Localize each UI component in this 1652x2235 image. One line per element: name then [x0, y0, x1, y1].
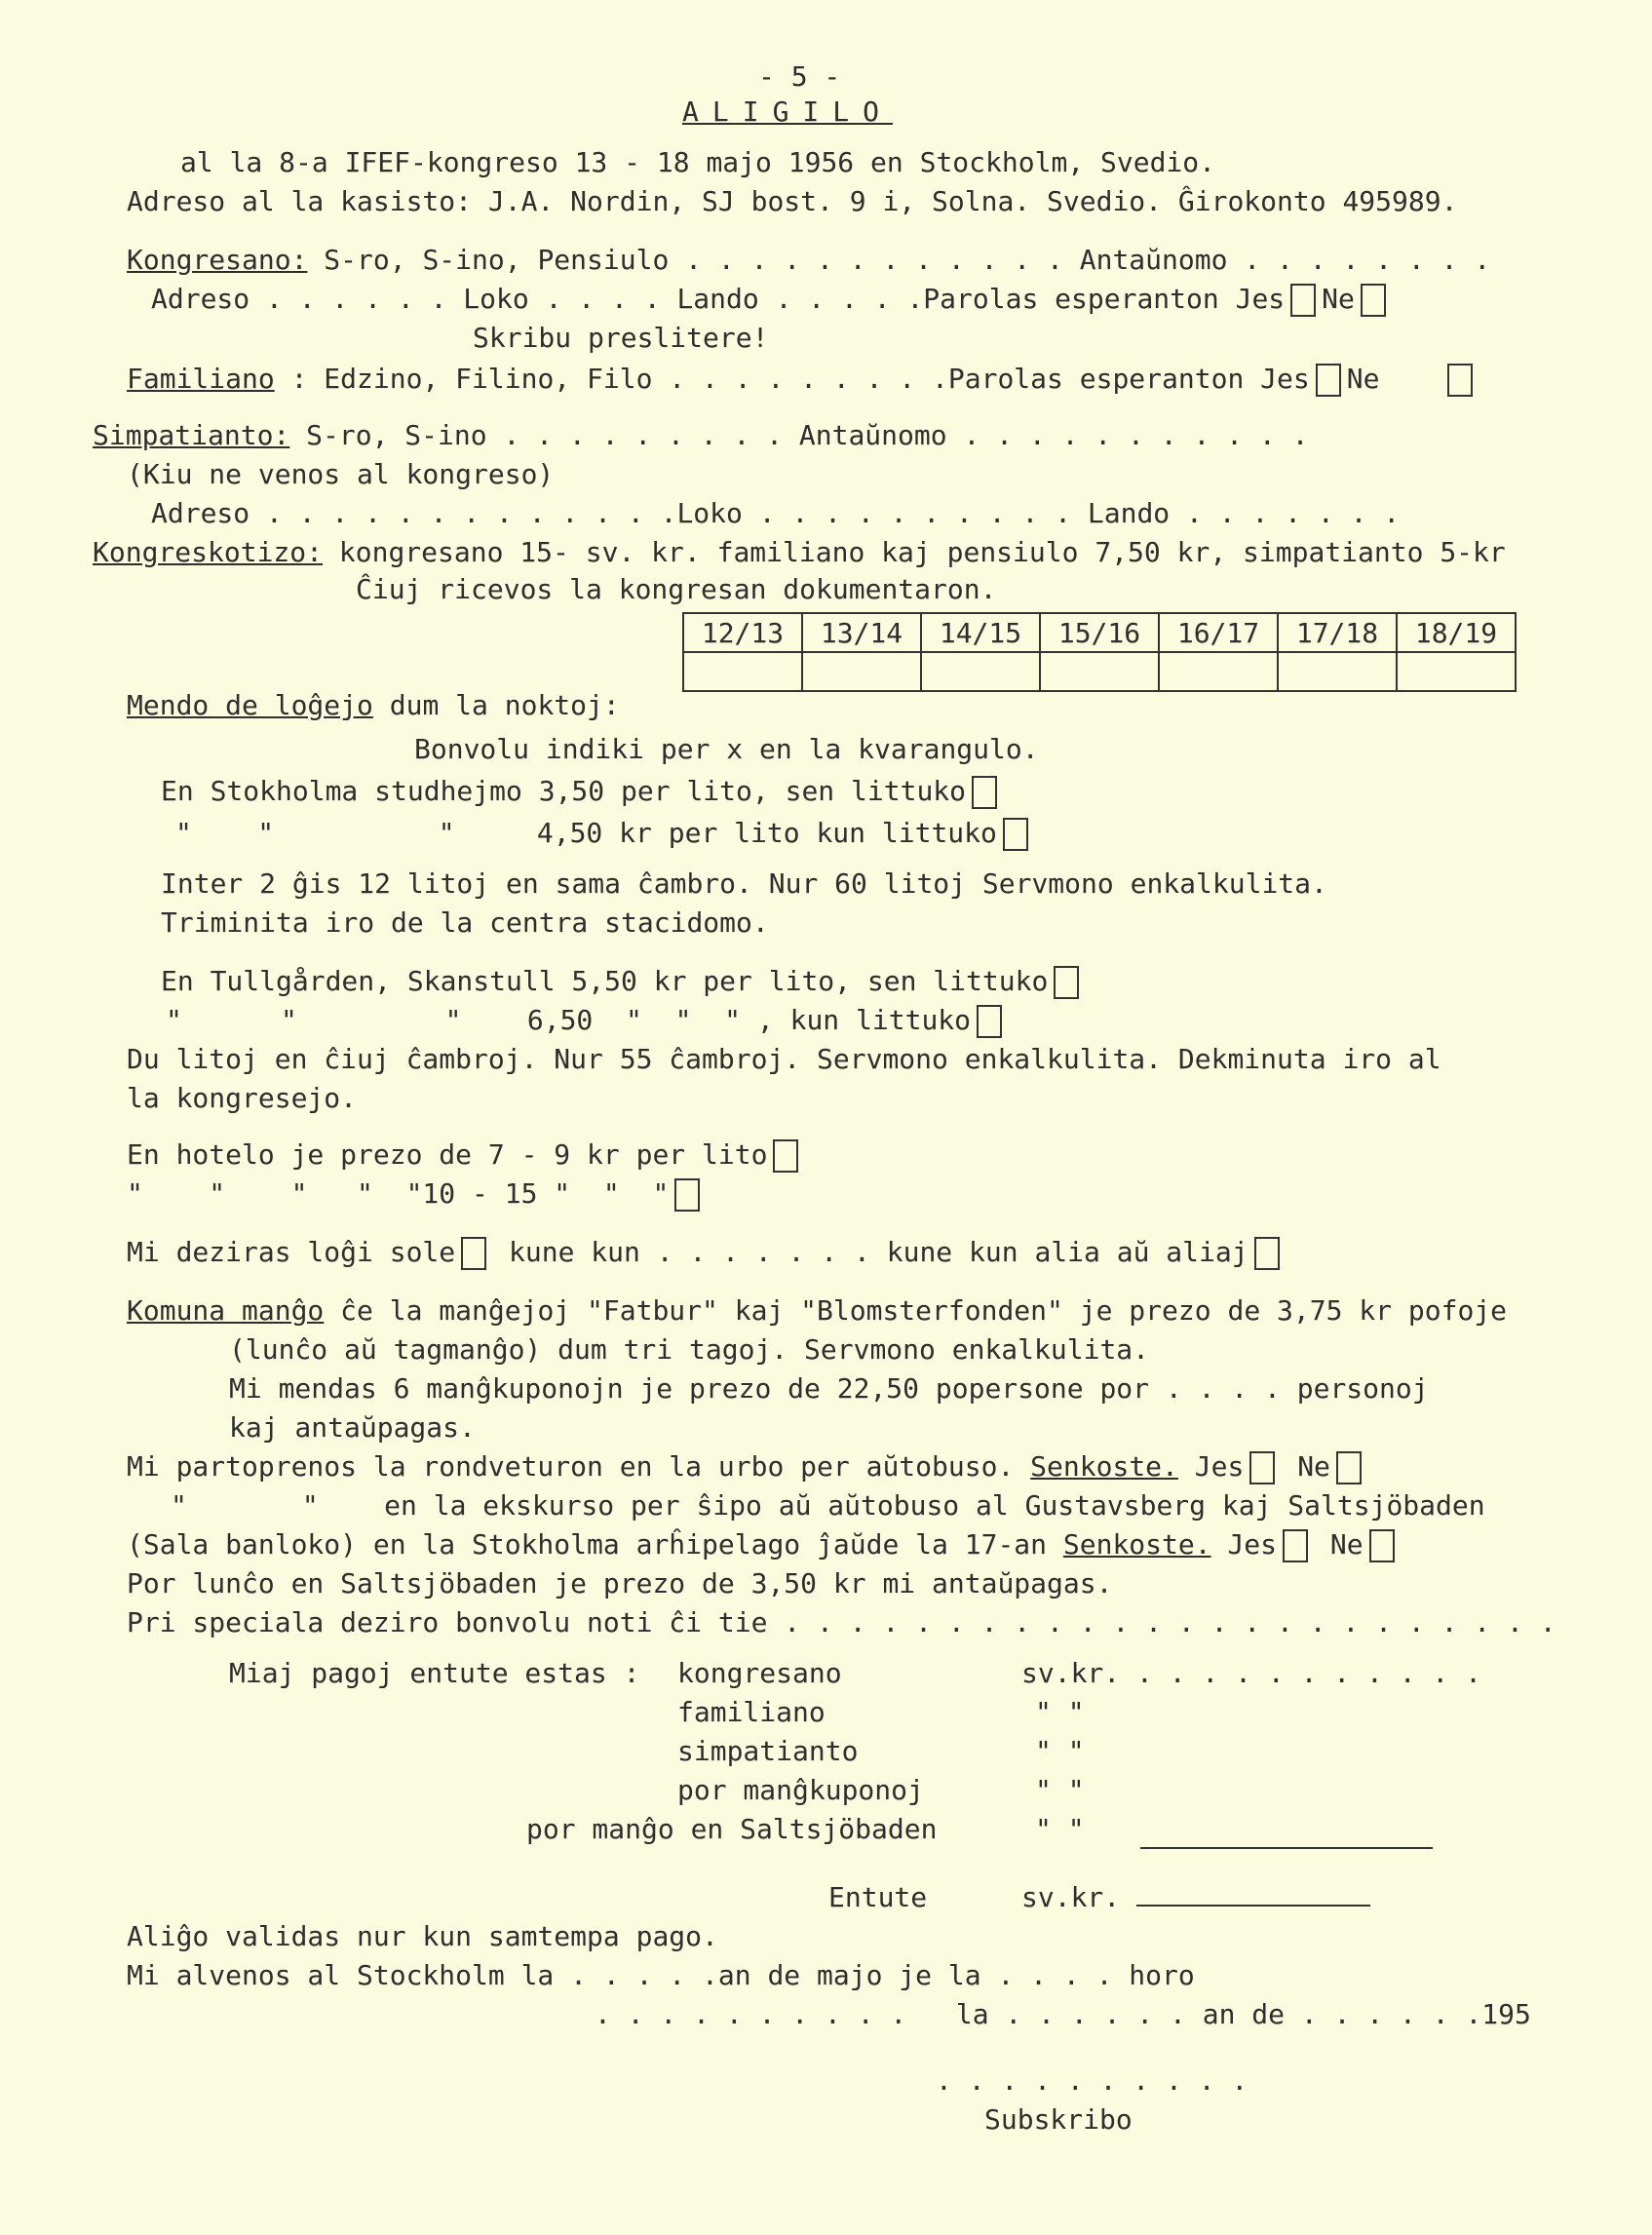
kune-kun-text: kune kun . . . . . . . kune kun alia aŭ aliaj	[492, 1236, 1249, 1268]
night-header: 14/15	[921, 613, 1040, 652]
familiano-fields: : Edzino, Filino, Filo . . . . . . . . .Parolas esperanton Jes	[274, 363, 1310, 395]
studhejmo-text-2: " " " 4,50 kr per lito kun littuko	[175, 817, 997, 849]
adreso-row	[151, 283, 1392, 317]
night-header: 16/17	[1159, 613, 1278, 652]
ekskurso-ne-label: Ne	[1329, 1528, 1364, 1561]
pay-unit: " "	[1035, 1813, 1085, 1845]
hotelo-row-2	[127, 1177, 706, 1212]
hotelo-text-2: " " " " "10 - 15 " " "	[127, 1177, 670, 1210]
antaupagas-line: kaj antaŭpagas.	[229, 1411, 476, 1444]
kotizo-row	[93, 536, 1506, 569]
studhejmo-checkbox-1[interactable]	[972, 776, 997, 809]
mendo-row	[127, 689, 620, 722]
simpatianto-label: Simpatianto:	[93, 419, 290, 451]
ekskurso-jes-checkbox[interactable]	[1283, 1529, 1308, 1562]
kongresano-label: Kongresano:	[127, 244, 308, 276]
entute-unit: sv.kr.	[1021, 1881, 1121, 1913]
treasurer-address: Adreso al la kasisto: J.A. Nordin, SJ bost. 9 i, Solna. Svedio. Ĝirokonto 495989.	[127, 185, 1458, 217]
tull-text-1: En Tullgården, Skanstull 5,50 kr per lito, sen littuko	[161, 965, 1049, 997]
form-title: ALIGILO	[682, 96, 894, 128]
studhejmo-checkbox-2[interactable]	[1003, 818, 1028, 851]
mendas-line: Mi mendas 6 manĝkuponojn je prezo de 22,50 popersone por . . . . personoj	[229, 1372, 1429, 1405]
simpatianto-row	[93, 419, 1308, 452]
aligo-validas-line: Aliĝo validas nur kun samtempa pago.	[127, 1920, 718, 1952]
adreso-simpatianto: Adreso . . . . . . . . . . . . .Loko . . . . . . . . . . Lando . . . . . . .	[151, 497, 1401, 529]
tull-checkbox-2[interactable]	[977, 1005, 1002, 1038]
skribu-note: Skribu preslitere!	[473, 322, 769, 354]
du-litoj-line: Du litoj en ĉiuj ĉambroj. Nur 55 ĉambroj. Servmono enkalkulita. Dekminuta iro al	[127, 1043, 1441, 1075]
pay-unit: " "	[1035, 1774, 1085, 1806]
ekskurso-jes-label: Jes	[1227, 1528, 1278, 1561]
deziras-text: Mi deziras loĝi sole	[127, 1236, 456, 1268]
alvenos-line: Mi alvenos al Stockholm la . . . . .an de majo je la . . . . horo	[127, 1959, 1195, 1991]
entute-label: Entute	[828, 1881, 928, 1913]
tull-text-2: " " " 6,50 " " " , kun littuko	[166, 1004, 972, 1036]
ne-checkbox[interactable]	[1361, 284, 1386, 317]
congress-line: al la 8-a IFEF-kongreso 13 - 18 majo 1956 en Stockholm, Svedio.	[180, 146, 1216, 178]
entute-field[interactable]	[1136, 1905, 1370, 1907]
rondveturo-ne-label: Ne	[1297, 1450, 1330, 1483]
night-header: 18/19	[1397, 613, 1516, 652]
familiano-jes-checkbox[interactable]	[1316, 364, 1341, 397]
kotizo-note: Ĉiuj ricevos la kongresan dokumentaron.	[356, 573, 997, 605]
mendo-label: Mendo de loĝejo	[127, 689, 373, 721]
komuna-line-2: (lunĉo aŭ tagmanĝo) dum tri tagoj. Servmono enkalkulita.	[229, 1333, 1150, 1366]
tull-checkbox-1[interactable]	[1054, 966, 1079, 999]
hotelo-row-1	[127, 1138, 804, 1173]
kongresejo-line: la kongresejo.	[127, 1082, 358, 1114]
familiano-label: Familiano	[127, 363, 275, 395]
hotelo-checkbox-2[interactable]	[674, 1178, 700, 1212]
night-header: 15/16	[1040, 613, 1159, 652]
date-line: . . . . . . . . . . la . . . . . . an de . . . . . .195	[595, 1998, 1531, 2030]
triminita-line: Triminita iro de la centra stacidomo.	[161, 906, 769, 939]
hotelo-text-1: En hotelo je prezo de 7 - 9 kr per lito	[127, 1138, 768, 1171]
komuna-row	[127, 1294, 1507, 1328]
senkoste-label-1: Senkoste.	[1030, 1450, 1178, 1483]
familiano-ne-label: Ne	[1346, 363, 1380, 395]
speciala-line: Pri speciala deziro bonvolu noti ĉi tie . . . . . . . . . . . . . . . . . . . . . . . .	[127, 1606, 1556, 1638]
sole-checkbox[interactable]	[461, 1237, 486, 1270]
pay-item: por manĝkuponoj	[677, 1774, 924, 1806]
kiu-ne-note: (Kiu ne venos al kongreso)	[127, 458, 555, 490]
jes-checkbox[interactable]	[1290, 284, 1316, 317]
komuna-text: ĉe la manĝejoj "Fatbur" kaj "Blomsterfonden" je prezo de 3,75 kr pofoje	[324, 1294, 1508, 1327]
kotizo-fees: kongresano 15- sv. kr. familiano kaj pensiulo 7,50 kr, simpatianto 5-kr	[323, 536, 1506, 568]
hotelo-checkbox-1[interactable]	[773, 1139, 798, 1173]
lunco-line: Por lunĉo en Saltsjöbaden je prezo de 3,50 kr mi antaŭpagas.	[127, 1567, 1113, 1599]
deziras-row	[127, 1236, 1286, 1270]
rondveturo-jes-checkbox[interactable]	[1249, 1451, 1275, 1484]
simpatianto-fields: S-ro, S-ino . . . . . . . . . Antaŭnomo . . . . . . . . . . .	[289, 419, 1309, 451]
tull-row-2	[166, 1004, 1008, 1038]
pay-unit: sv.kr. . . . . . . . . . . .	[1021, 1657, 1482, 1689]
pay-unit: " "	[1035, 1735, 1085, 1767]
studhejmo-row-2	[175, 817, 1034, 851]
sala-text: (Sala banloko) en la Stokholma arĥipelago ĵaŭde la 17-an	[127, 1528, 1048, 1561]
adreso-fields: Adreso . . . . . . Loko . . . . Lando . . . . .Parolas esperanton Jes	[151, 283, 1286, 315]
night-header: 12/13	[683, 613, 802, 652]
aliaj-checkbox[interactable]	[1254, 1237, 1280, 1270]
kongresano-row	[127, 244, 1490, 277]
night-cell[interactable]	[683, 652, 802, 691]
kongresano-fields: S-ro, S-ino, Pensiulo . . . . . . . . . . . . Antaŭnomo . . . . . . . .	[307, 244, 1491, 276]
rondveturo-ne-checkbox[interactable]	[1336, 1451, 1362, 1484]
night-cell[interactable]	[1397, 652, 1516, 691]
studhejmo-text-1: En Stokholma studhejmo 3,50 per lito, sen littuko	[161, 775, 967, 807]
senkoste-label-2: Senkoste.	[1062, 1528, 1211, 1561]
inter-line: Inter 2 ĝis 12 litoj en sama ĉambro. Nur 60 litoj Servmono enkalkulita.	[161, 867, 1327, 900]
pay-item: por manĝo en Saltsjöbaden	[526, 1813, 938, 1845]
page-number: - 5 -	[758, 60, 841, 93]
komuna-label: Komuna manĝo	[127, 1294, 325, 1327]
sala-row	[127, 1528, 1401, 1562]
pay-item: kongresano	[677, 1657, 842, 1689]
entute-row	[1021, 1881, 1370, 1914]
night-cell[interactable]	[1159, 652, 1278, 691]
signature-dots: . . . . . . . . . .	[936, 2064, 1249, 2097]
night-cell[interactable]	[1040, 652, 1159, 691]
night-cell[interactable]	[921, 652, 1040, 691]
ekskurso-ne-checkbox[interactable]	[1369, 1529, 1395, 1562]
pay-unit: " "	[1035, 1696, 1085, 1728]
studhejmo-row-1	[161, 775, 1003, 809]
night-header: 17/18	[1278, 613, 1397, 652]
bonvolu-note: Bonvolu indiki per x en la kvarangulo.	[414, 733, 1039, 765]
night-cell[interactable]	[1278, 652, 1397, 691]
rondveturo-text: Mi partoprenos la rondveturon en la urbo per aŭtobuso.	[127, 1450, 1015, 1483]
familiano-row	[127, 363, 1479, 397]
mendo-text: dum la noktoj:	[372, 689, 620, 721]
kotizo-label: Kongreskotizo:	[93, 536, 324, 568]
night-cell[interactable]	[802, 652, 921, 691]
tull-row-1	[161, 965, 1085, 999]
pay-item: familiano	[677, 1696, 826, 1728]
pay-item: simpatianto	[677, 1735, 859, 1767]
night-header: 13/14	[802, 613, 921, 652]
miaj-pagoj-label: Miaj pagoj entute estas :	[229, 1657, 640, 1689]
rondveturo-jes-label: Jes	[1194, 1450, 1245, 1483]
ne-label: Ne	[1322, 283, 1355, 315]
nights-table	[682, 612, 1517, 692]
subskribo-label: Subskribo	[984, 2103, 1133, 2136]
sum-rule	[1140, 1847, 1433, 1849]
familiano-ne-checkbox[interactable]	[1447, 364, 1473, 397]
ekskurso-line: " " en la ekskurso per ŝipo aŭ aŭtobuso al Gustavsberg kaj Saltsjöbaden	[171, 1489, 1485, 1522]
rondveturo-row	[127, 1450, 1367, 1484]
